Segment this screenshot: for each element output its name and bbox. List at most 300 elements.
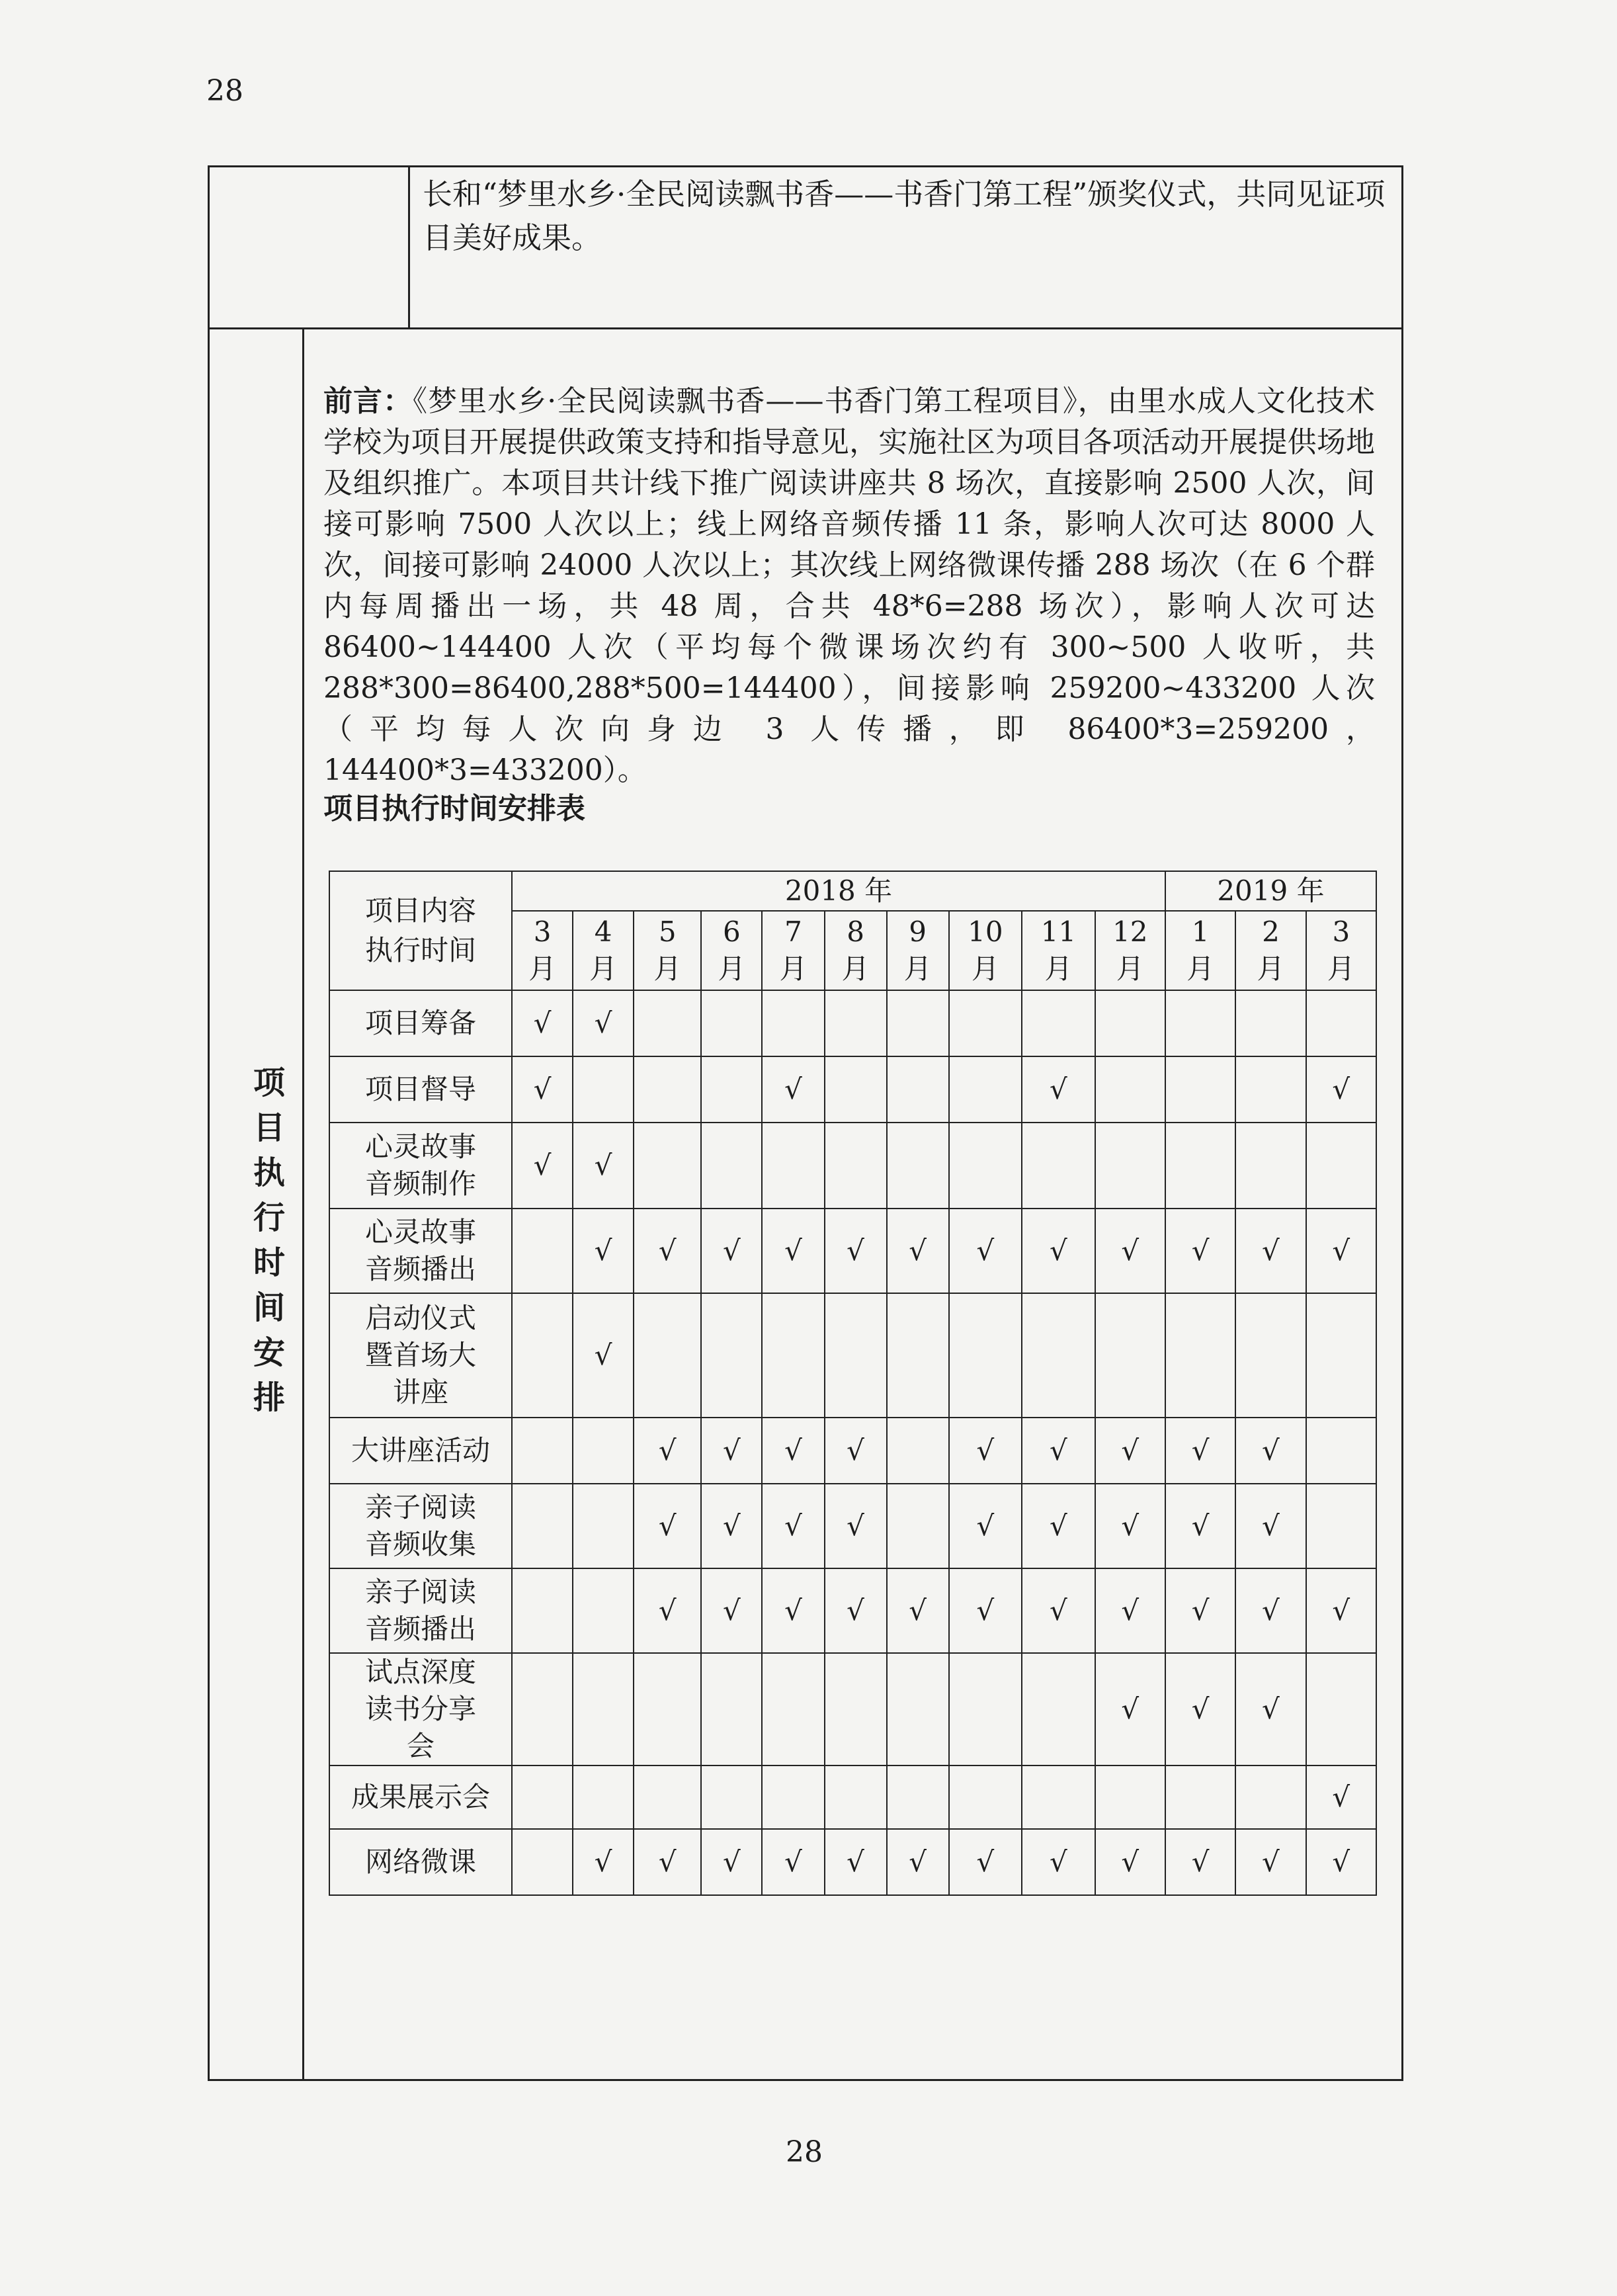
side-label-char: 时	[253, 1244, 285, 1281]
month-number: 2	[1262, 915, 1280, 948]
empty-cell	[573, 1056, 634, 1123]
empty-cell	[512, 1484, 573, 1568]
check-mark-icon: √	[976, 1434, 995, 1467]
empty-cell	[762, 1123, 824, 1209]
empty-cell	[825, 1056, 887, 1123]
month-number: 4	[594, 915, 612, 948]
task-label-line: 音频播出	[365, 1613, 477, 1645]
check-mark-icon: √	[594, 1339, 612, 1371]
empty-cell	[949, 990, 1022, 1056]
check-cell	[634, 1568, 701, 1653]
check-mark-icon: √	[723, 1509, 741, 1542]
check-mark-icon: √	[1191, 1693, 1210, 1725]
check-mark-icon: √	[1332, 1073, 1350, 1105]
empty-cell	[701, 1293, 762, 1418]
month-header-cell	[1095, 911, 1165, 990]
empty-cell	[949, 1653, 1022, 1765]
check-mark-icon: √	[1121, 1434, 1140, 1467]
task-cell: 网络微课	[329, 1829, 512, 1895]
task-label-line: 心灵故事	[365, 1130, 477, 1163]
check-mark-icon: √	[723, 1434, 741, 1467]
month-header-cell	[573, 911, 634, 990]
empty-cell	[512, 1568, 573, 1653]
empty-cell	[1022, 990, 1095, 1056]
check-mark-icon: √	[1332, 1846, 1350, 1878]
empty-cell	[512, 1293, 573, 1418]
month-header-cell	[949, 911, 1022, 990]
preface-paragraph	[323, 381, 1375, 791]
check-cell	[762, 1209, 824, 1293]
check-cell	[1306, 1056, 1376, 1123]
check-cell	[825, 1484, 887, 1568]
empty-cell	[701, 1765, 762, 1829]
check-mark-icon: √	[723, 1594, 741, 1627]
check-mark-icon: √	[533, 1007, 552, 1039]
schedule-row	[329, 990, 1376, 1056]
preface-label: 前言：	[323, 384, 413, 418]
month-unit: 月	[1116, 953, 1144, 985]
year-header-cell: 2019 年	[1165, 871, 1376, 911]
empty-cell	[1306, 1484, 1376, 1568]
side-label-char: 间	[253, 1289, 285, 1326]
month-header-cell	[887, 911, 949, 990]
check-mark-icon: √	[847, 1509, 864, 1542]
empty-cell	[1165, 990, 1235, 1056]
check-mark-icon: √	[1262, 1234, 1280, 1267]
check-cell	[701, 1829, 762, 1895]
check-cell	[949, 1829, 1022, 1895]
check-mark-icon: √	[909, 1594, 927, 1627]
corner-label: 项目内容	[365, 894, 477, 927]
check-cell	[512, 1056, 573, 1123]
empty-cell	[573, 1418, 634, 1484]
check-mark-icon: √	[1332, 1781, 1350, 1813]
empty-cell	[1235, 1293, 1306, 1418]
check-cell	[1306, 1765, 1376, 1829]
schedule-table	[329, 871, 1377, 1896]
check-cell	[887, 1829, 949, 1895]
empty-cell	[1022, 1123, 1095, 1209]
empty-cell	[512, 1829, 573, 1895]
month-header-cell	[1165, 911, 1235, 990]
check-cell	[573, 990, 634, 1056]
schedule-row	[329, 1765, 1376, 1829]
check-cell	[762, 1568, 824, 1653]
empty-cell	[1095, 1765, 1165, 1829]
check-mark-icon: √	[1262, 1846, 1280, 1878]
month-unit: 月	[1257, 953, 1285, 985]
empty-cell	[634, 1293, 701, 1418]
check-cell	[1235, 1568, 1306, 1653]
check-mark-icon: √	[1049, 1073, 1067, 1105]
check-cell	[1165, 1484, 1235, 1568]
empty-cell	[887, 1765, 949, 1829]
check-mark-icon: √	[658, 1846, 677, 1878]
empty-cell	[1235, 1123, 1306, 1209]
month-number: 11	[1040, 915, 1077, 948]
check-mark-icon: √	[1121, 1846, 1140, 1878]
preface-text: 《梦里水乡·全民阅读飘书香——书香门第工程项目》，由里水成人文化技术学校为项目开展提供政策支持和指导意见，实施社区为项目各项活动开展提供场地及组织推广。本项目共计线下推广阅读讲座共 8 场次，直接影响 2500 人次，间接可影响 7500 人次以上；线上网络音频传播 11 条，影响人次可达 8000 人次，间接可影响 24000 人次以上；其次线上网络微课传播 288 场次（在 6 个群内每周播出一场，共 48 周，合共 48*6=288 场次），影响人次可达 86400~144400 人次（平均每个微课场次约有 300~500 人收听，共 288*300=86400,288*500=144400），间接影响 259200~433200 人次（平均每人次向身边 3 人传播，即 86400*3=259200，144400*3=433200）。	[323, 384, 1376, 787]
previous-section-text: 长和“梦里水乡·全民阅读飘书香——书香门第工程”颁奖仪式，共同见证项目美好成果。	[423, 177, 1386, 255]
task-label-line: 读书分享	[365, 1693, 477, 1725]
check-cell	[1235, 1484, 1306, 1568]
empty-cell	[1165, 1123, 1235, 1209]
check-cell	[1022, 1056, 1095, 1123]
task-label-line: 音频播出	[365, 1253, 477, 1285]
month-number: 9	[909, 915, 927, 948]
month-number: 3	[533, 915, 552, 948]
task-cell	[329, 1568, 512, 1653]
empty-cell	[701, 990, 762, 1056]
schedule-title: 项目执行时间安排表	[323, 792, 585, 826]
task-label-line: 音频收集	[365, 1528, 477, 1560]
empty-cell	[1235, 1056, 1306, 1123]
check-mark-icon: √	[594, 1149, 612, 1181]
empty-cell	[1165, 1056, 1235, 1123]
empty-cell	[573, 1765, 634, 1829]
column-divider	[408, 167, 410, 327]
empty-cell	[634, 1653, 701, 1765]
check-mark-icon: √	[1262, 1509, 1280, 1542]
empty-cell	[887, 1293, 949, 1418]
check-cell	[634, 1829, 701, 1895]
check-cell	[1022, 1209, 1095, 1293]
check-cell	[634, 1484, 701, 1568]
month-header-cell	[701, 911, 762, 990]
check-mark-icon: √	[784, 1234, 802, 1267]
check-cell	[634, 1209, 701, 1293]
check-mark-icon: √	[784, 1846, 802, 1878]
check-mark-icon: √	[784, 1509, 802, 1542]
task-cell	[329, 1293, 512, 1418]
check-mark-icon: √	[784, 1073, 802, 1105]
month-header-cell	[1306, 911, 1376, 990]
check-cell	[1095, 1829, 1165, 1895]
check-cell	[887, 1568, 949, 1653]
task-label-line: 亲子阅读	[365, 1576, 477, 1608]
schedule-row	[329, 1209, 1376, 1293]
empty-cell	[887, 990, 949, 1056]
check-cell	[1022, 1484, 1095, 1568]
check-mark-icon: √	[594, 1846, 612, 1878]
check-mark-icon: √	[594, 1007, 612, 1039]
check-cell	[762, 1418, 824, 1484]
check-cell	[825, 1568, 887, 1653]
check-mark-icon: √	[533, 1073, 552, 1105]
empty-cell	[634, 1123, 701, 1209]
check-cell	[825, 1418, 887, 1484]
empty-cell	[1306, 1123, 1376, 1209]
task-label-line: 心灵故事	[365, 1216, 477, 1248]
check-cell	[573, 1209, 634, 1293]
schedule-row	[329, 1484, 1376, 1568]
check-cell	[701, 1568, 762, 1653]
check-cell	[1095, 1209, 1165, 1293]
empty-cell	[887, 1418, 949, 1484]
empty-cell	[825, 1653, 887, 1765]
month-unit: 月	[779, 953, 808, 985]
check-cell	[512, 1123, 573, 1209]
check-mark-icon: √	[658, 1234, 677, 1267]
month-header-cell	[634, 911, 701, 990]
empty-cell	[949, 1056, 1022, 1123]
check-cell	[949, 1209, 1022, 1293]
check-mark-icon: √	[1262, 1594, 1280, 1627]
check-mark-icon: √	[658, 1509, 677, 1542]
check-cell	[1165, 1209, 1235, 1293]
month-unit: 月	[653, 953, 682, 985]
check-cell	[949, 1484, 1022, 1568]
task-label-line: 亲子阅读	[365, 1491, 477, 1523]
check-mark-icon: √	[723, 1846, 741, 1878]
month-unit: 月	[718, 953, 746, 985]
check-cell	[1235, 1209, 1306, 1293]
check-cell	[1095, 1568, 1165, 1653]
check-mark-icon: √	[847, 1846, 864, 1878]
check-mark-icon: √	[1049, 1846, 1067, 1878]
empty-cell	[1306, 1293, 1376, 1418]
check-cell	[1235, 1418, 1306, 1484]
year-header-cell: 2018 年	[512, 871, 1165, 911]
schedule-row	[329, 1568, 1376, 1653]
check-mark-icon: √	[1121, 1693, 1140, 1725]
task-label-line: 启动仪式	[365, 1302, 477, 1334]
check-mark-icon: √	[1191, 1509, 1210, 1542]
empty-cell	[634, 990, 701, 1056]
month-unit: 月	[1327, 953, 1355, 985]
empty-cell	[762, 990, 824, 1056]
empty-cell	[762, 1653, 824, 1765]
month-unit: 月	[1044, 953, 1073, 985]
check-cell	[1022, 1829, 1095, 1895]
check-mark-icon: √	[847, 1594, 864, 1627]
empty-cell	[634, 1765, 701, 1829]
empty-cell	[512, 1418, 573, 1484]
check-cell	[1235, 1653, 1306, 1765]
task-label-line: 音频制作	[365, 1168, 477, 1200]
check-cell	[1306, 1829, 1376, 1895]
previous-section-box	[208, 165, 1403, 329]
empty-cell	[634, 1056, 701, 1123]
empty-cell	[949, 1765, 1022, 1829]
empty-cell	[825, 990, 887, 1056]
check-cell	[949, 1418, 1022, 1484]
check-mark-icon: √	[1191, 1846, 1210, 1878]
task-cell: 项目督导	[329, 1056, 512, 1123]
check-mark-icon: √	[533, 1149, 552, 1181]
check-cell	[825, 1209, 887, 1293]
check-mark-icon: √	[1191, 1234, 1210, 1267]
empty-cell	[1165, 1765, 1235, 1829]
task-cell	[329, 1123, 512, 1209]
check-mark-icon: √	[658, 1434, 677, 1467]
month-header-cell	[1022, 911, 1095, 990]
empty-cell	[762, 1293, 824, 1418]
side-label-char: 目	[253, 1109, 285, 1146]
check-mark-icon: √	[976, 1594, 995, 1627]
empty-cell	[887, 1123, 949, 1209]
check-cell	[573, 1293, 634, 1418]
check-cell	[701, 1484, 762, 1568]
check-mark-icon: √	[909, 1846, 927, 1878]
side-label-char: 排	[253, 1379, 285, 1416]
check-mark-icon: √	[1121, 1509, 1140, 1542]
check-cell	[1165, 1568, 1235, 1653]
check-cell	[1235, 1829, 1306, 1895]
empty-cell	[512, 1209, 573, 1293]
empty-cell	[512, 1653, 573, 1765]
check-mark-icon: √	[1262, 1693, 1280, 1725]
month-header-cell	[512, 911, 573, 990]
schedule-row	[329, 1293, 1376, 1418]
check-mark-icon: √	[1049, 1509, 1067, 1542]
check-cell	[762, 1056, 824, 1123]
task-label-line: 暨首场大	[365, 1339, 477, 1371]
month-number: 7	[784, 915, 802, 948]
month-number: 5	[658, 915, 677, 948]
task-cell	[329, 1209, 512, 1293]
check-cell	[1022, 1568, 1095, 1653]
side-label-char: 行	[253, 1199, 285, 1236]
empty-cell	[573, 1568, 634, 1653]
year-header-row	[329, 871, 1376, 911]
header-corner-cell	[329, 871, 512, 990]
empty-cell	[887, 1484, 949, 1568]
check-cell	[1165, 1829, 1235, 1895]
check-mark-icon: √	[1191, 1594, 1210, 1627]
month-number: 1	[1191, 915, 1210, 948]
month-header-cell	[825, 911, 887, 990]
schedule-row	[329, 1418, 1376, 1484]
check-cell	[1306, 1568, 1376, 1653]
check-mark-icon: √	[1262, 1434, 1280, 1467]
check-mark-icon: √	[976, 1846, 995, 1878]
check-cell	[762, 1829, 824, 1895]
check-mark-icon: √	[1121, 1594, 1140, 1627]
empty-cell	[1095, 1123, 1165, 1209]
month-unit: 月	[903, 953, 932, 985]
empty-cell	[1165, 1293, 1235, 1418]
empty-cell	[1095, 1293, 1165, 1418]
empty-cell	[1095, 1056, 1165, 1123]
check-mark-icon: √	[1049, 1434, 1067, 1467]
check-cell	[949, 1568, 1022, 1653]
empty-cell	[1235, 990, 1306, 1056]
side-label-char: 项	[253, 1064, 285, 1101]
check-cell	[573, 1123, 634, 1209]
empty-cell	[762, 1765, 824, 1829]
schedule-section-box	[208, 329, 1403, 2081]
empty-cell	[1306, 1653, 1376, 1765]
month-unit: 月	[841, 953, 870, 985]
check-cell	[573, 1829, 634, 1895]
empty-cell	[512, 1765, 573, 1829]
corner-label: 执行时间	[365, 934, 477, 966]
empty-cell	[887, 1056, 949, 1123]
check-cell	[1165, 1418, 1235, 1484]
check-mark-icon: √	[976, 1509, 995, 1542]
empty-cell	[573, 1484, 634, 1568]
check-mark-icon: √	[909, 1234, 927, 1267]
empty-cell	[825, 1123, 887, 1209]
empty-cell	[1095, 990, 1165, 1056]
check-mark-icon: √	[1332, 1594, 1350, 1627]
check-cell	[1095, 1418, 1165, 1484]
task-label-line: 讲座	[393, 1376, 449, 1408]
month-unit: 月	[1186, 953, 1215, 985]
check-mark-icon: √	[1049, 1234, 1067, 1267]
check-mark-icon: √	[1191, 1434, 1210, 1467]
task-cell	[329, 1653, 512, 1765]
page-number-bottom: 28	[786, 2135, 823, 2169]
empty-cell	[701, 1056, 762, 1123]
check-mark-icon: √	[658, 1594, 677, 1627]
check-cell	[1022, 1418, 1095, 1484]
empty-cell	[1235, 1765, 1306, 1829]
month-header-cell	[1235, 911, 1306, 990]
check-mark-icon: √	[847, 1234, 864, 1267]
check-mark-icon: √	[1332, 1234, 1350, 1267]
check-cell	[762, 1484, 824, 1568]
empty-cell	[701, 1653, 762, 1765]
check-cell	[634, 1418, 701, 1484]
month-unit: 月	[971, 953, 999, 985]
check-cell	[701, 1209, 762, 1293]
month-unit: 月	[528, 953, 557, 985]
side-label-char: 执	[253, 1154, 285, 1191]
task-label-line: 会	[407, 1730, 435, 1762]
check-mark-icon: √	[847, 1434, 864, 1467]
task-label-line: 试点深度	[365, 1656, 477, 1688]
empty-cell	[701, 1123, 762, 1209]
check-mark-icon: √	[784, 1594, 802, 1627]
empty-cell	[573, 1653, 634, 1765]
month-number: 10	[968, 915, 1003, 948]
empty-cell	[949, 1123, 1022, 1209]
check-cell	[1095, 1653, 1165, 1765]
task-cell	[329, 1484, 512, 1568]
check-mark-icon: √	[1049, 1594, 1067, 1627]
check-cell	[825, 1829, 887, 1895]
schedule-row	[329, 1829, 1376, 1895]
check-cell	[1165, 1653, 1235, 1765]
empty-cell	[887, 1653, 949, 1765]
check-cell	[887, 1209, 949, 1293]
task-cell: 大讲座活动	[329, 1418, 512, 1484]
check-cell	[701, 1418, 762, 1484]
check-mark-icon: √	[1121, 1234, 1140, 1267]
schedule-row	[329, 1056, 1376, 1123]
check-cell	[1095, 1484, 1165, 1568]
check-mark-icon: √	[594, 1234, 612, 1267]
empty-cell	[1306, 990, 1376, 1056]
task-cell: 成果展示会	[329, 1765, 512, 1829]
month-number: 6	[723, 915, 741, 948]
empty-cell	[1022, 1653, 1095, 1765]
month-number: 3	[1332, 915, 1350, 948]
month-number: 12	[1112, 915, 1148, 948]
empty-cell	[1022, 1293, 1095, 1418]
schedule-row	[329, 1123, 1376, 1209]
column-divider	[302, 329, 304, 2079]
side-label-char: 安	[253, 1334, 285, 1371]
page-number-top: 28	[206, 74, 243, 108]
month-unit: 月	[589, 953, 618, 985]
section-side-label	[236, 1060, 302, 1420]
check-mark-icon: √	[976, 1234, 995, 1267]
empty-cell	[1306, 1418, 1376, 1484]
check-mark-icon: √	[784, 1434, 802, 1467]
